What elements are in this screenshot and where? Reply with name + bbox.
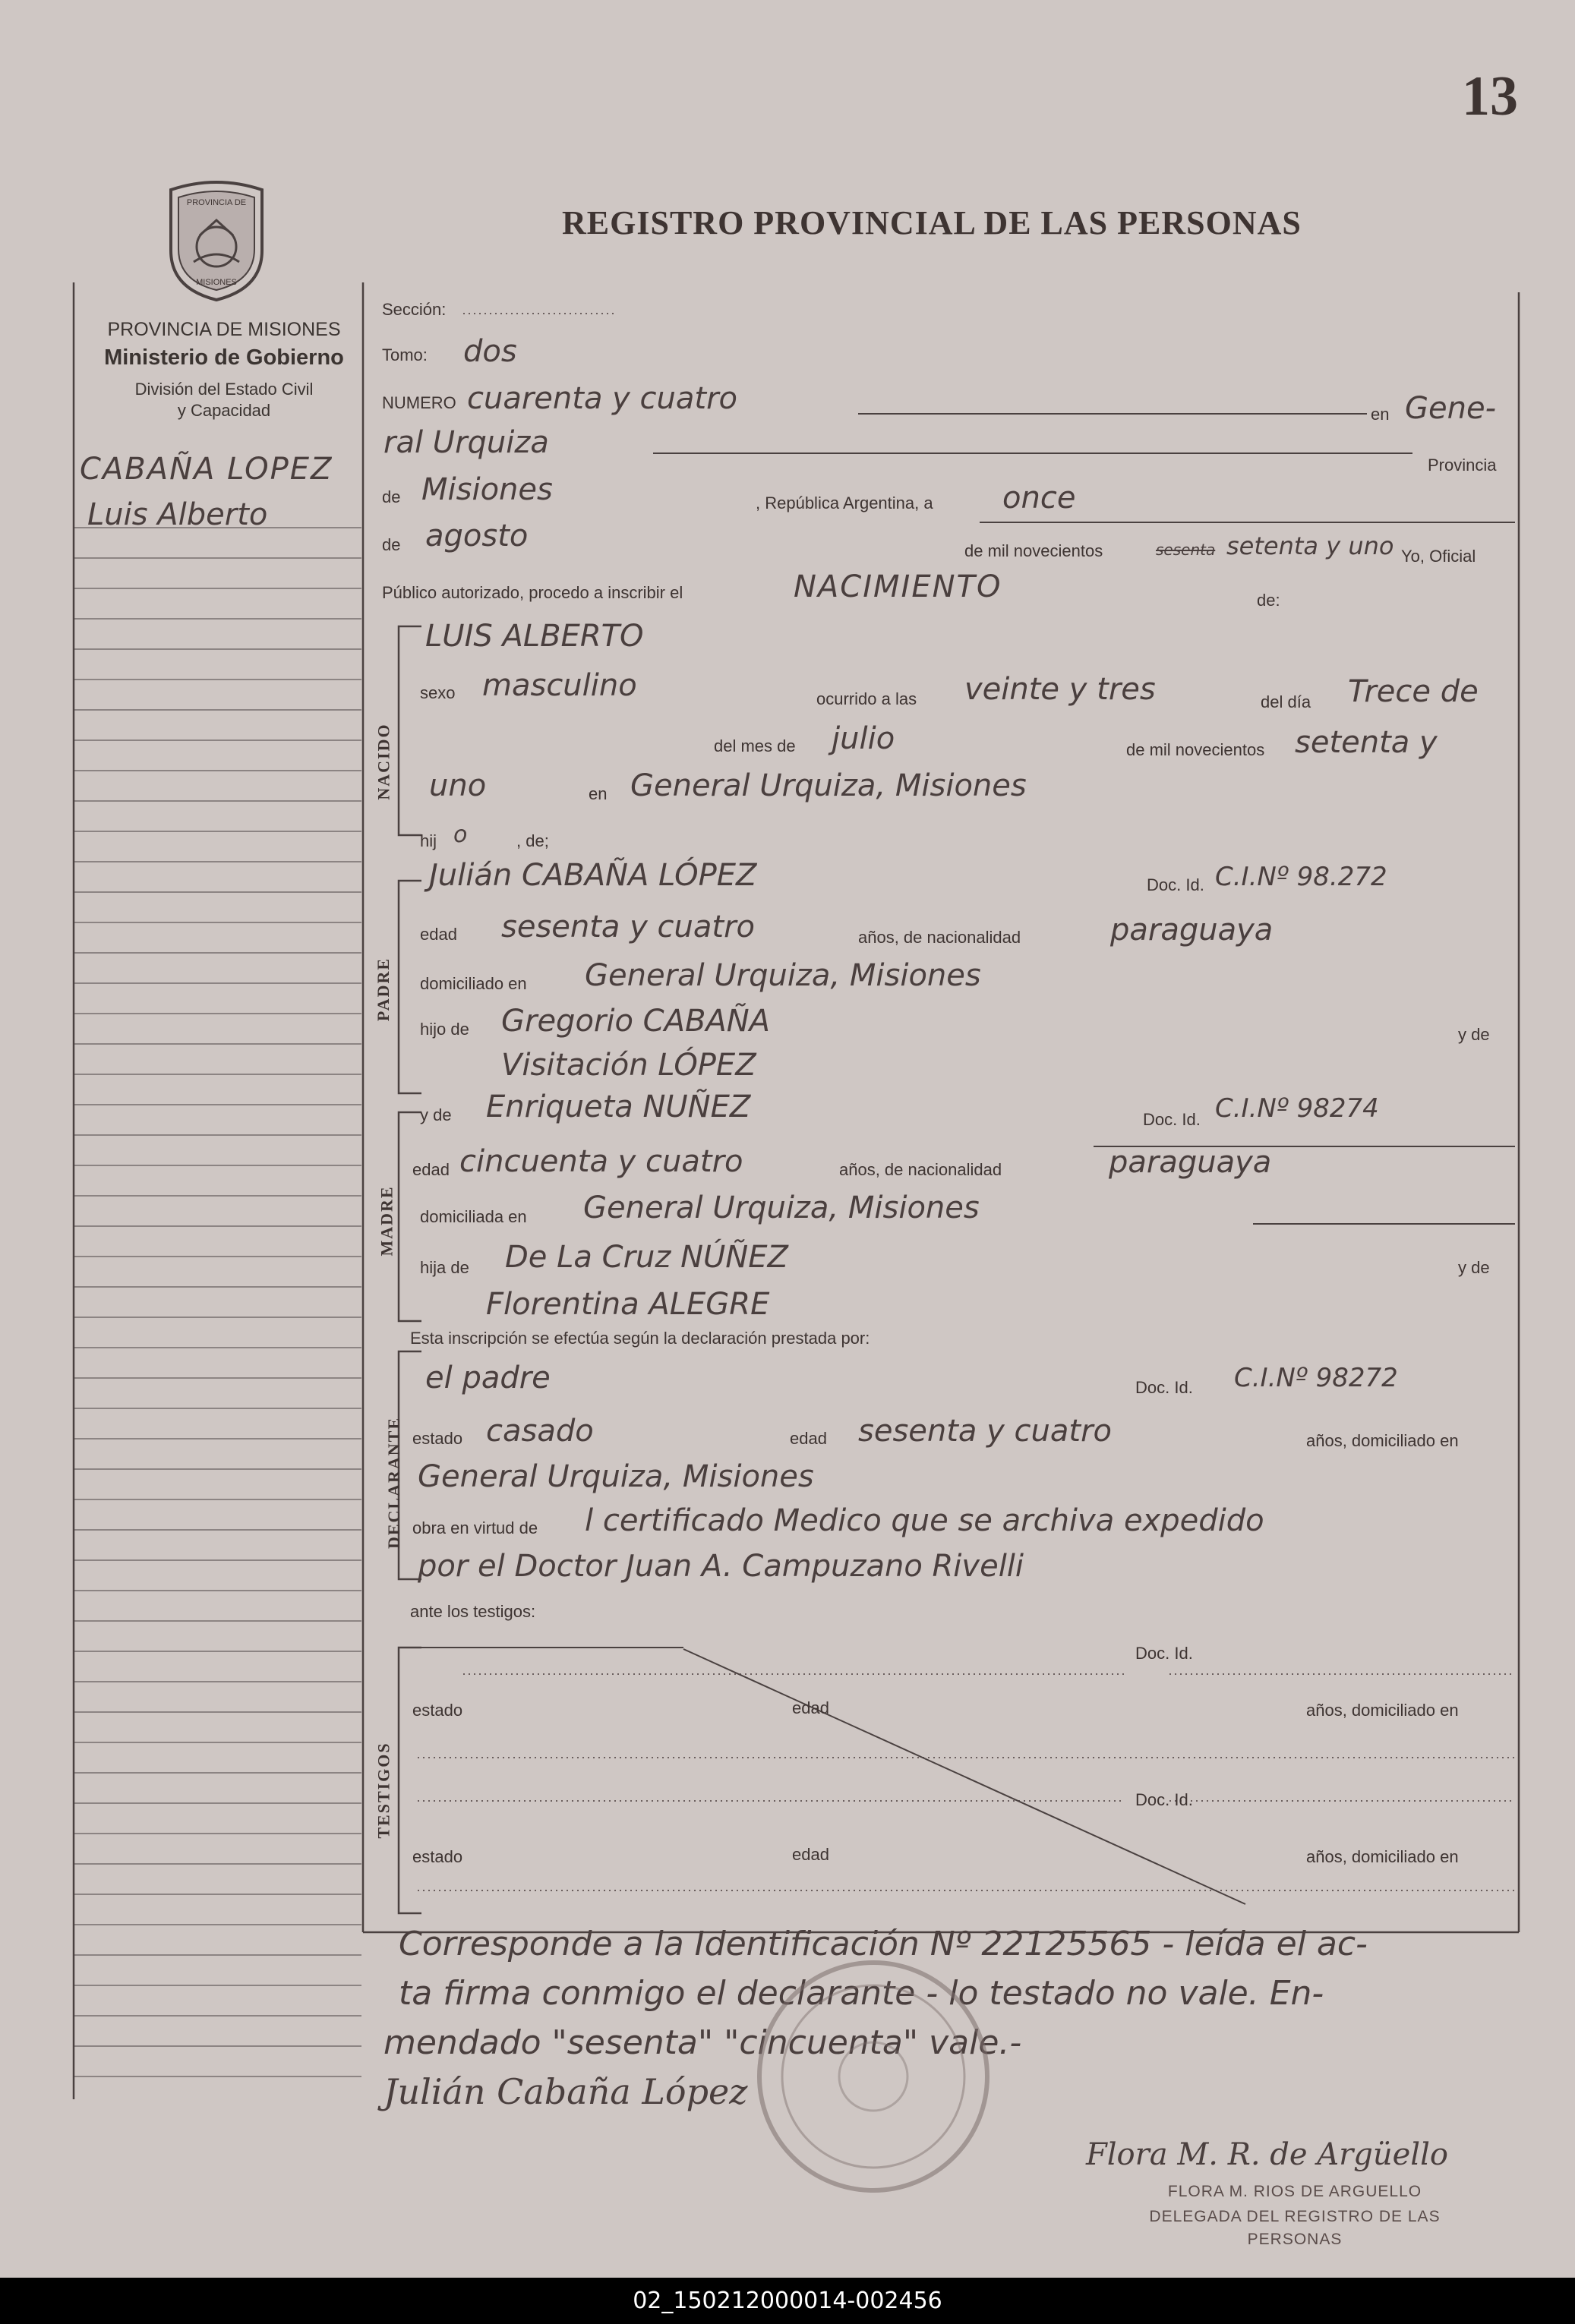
padre-nacionalidad: paraguaya [1110,913,1274,948]
declarante-nombre: el padre [425,1361,551,1395]
label-edad-padre: edad [420,925,457,944]
label-de-colon: de: [1257,591,1280,610]
margin-surname: CABAÑA LOPEZ [80,452,333,487]
madre-padre: De La Cruz NÚÑEZ [505,1240,788,1275]
label-de: de [382,487,401,506]
padre-madre: Visitación LÓPEZ [501,1048,756,1083]
official-title-2: PERSONAS [1247,2231,1343,2248]
declarante-signature: Julián Cabaña López [383,2071,748,2112]
label-doc-testigo-2: Doc. Id. [1135,1790,1193,1809]
label-de-mil: de mil novecientos [964,541,1103,560]
label-en-lc: en [589,784,608,803]
anio-value: setenta y uno [1226,531,1394,560]
label-yo-oficial: Yo, Oficial [1401,547,1476,566]
label-edad-madre: edad [412,1160,450,1179]
label-edad-testigo-1: edad [792,1698,829,1717]
localidad-part-1: Gene- [1405,391,1496,426]
padre-padre: Gregorio CABAÑA [501,1004,771,1039]
label-doc-madre: Doc. Id. [1143,1110,1201,1129]
official-stamp-icon [744,1947,1002,2206]
label-ocurrido: ocurrido a las [816,689,917,708]
note-line-1: Corresponde a la Identificación Nº 22125565 - leída el ac- [399,1925,1368,1963]
acto-value: NACIMIENTO [794,569,1002,604]
side-label-testigos: TESTIGOS [374,1742,393,1839]
label-anios-dom-testigo-2: años, domiciliado en [1306,1847,1459,1866]
madre-nombre: Enriqueta NUÑEZ [486,1089,751,1124]
label-estado-declarante: estado [412,1429,463,1448]
side-label-madre: MADRE [377,1185,396,1257]
division-name: División del Estado Civil [134,380,314,399]
padre-domicilio: General Urquiza, Misiones [585,958,981,993]
ministry-name: Ministerio de Gobierno [104,345,344,370]
madre-domicilio: General Urquiza, Misiones [583,1190,980,1225]
side-label-declarante: DECLARANTE [384,1416,404,1550]
numero-value: cuarenta y cuatro [467,381,738,416]
declarante-obra-1: l certificado Medico que se archiva expedido [585,1503,1264,1538]
label-y-de-madre: y de [420,1105,452,1124]
madre-edad: cincuenta y cuatro [459,1144,743,1179]
official-name: FLORA M. RIOS DE ARGUELLO [1167,2183,1422,2200]
madre-madre: Florentina ALEGRE [486,1287,770,1322]
label-de-semi: , de; [516,831,549,850]
declarante-doc: C.I.Nº 98272 [1234,1363,1398,1393]
provincial-seal-icon [156,175,277,304]
declarante-estado: casado [486,1414,594,1449]
label-seccion: Sección: [382,300,447,319]
nacido-anio-1: setenta y [1295,725,1438,760]
declarante-edad: sesenta y cuatro [858,1414,1113,1449]
image-caption: 02_150212000014-002456 [0,2278,1575,2324]
side-label-nacido: NACIDO [374,723,393,800]
label-anios-dom-testigo-1: años, domiciliado en [1306,1701,1459,1720]
label-provincia: Provincia [1428,456,1497,475]
nacido-anio-2: uno [429,768,487,803]
page-number: 13 [1462,65,1518,128]
label-hija-de: hija de [420,1258,469,1277]
label-publico: Público autorizado, procedo a inscribir el [382,583,683,602]
margin-given-name: Luis Alberto [87,497,268,532]
label-de-2: de [382,535,401,554]
label-republica: , República Argentina, a [756,493,933,512]
label-del-mes: del mes de [714,736,796,755]
nacido-mes: julio [832,721,895,756]
label-anios-dom-declarante: años, domiciliado en [1306,1431,1459,1450]
label-de-mil-nov: de mil novecientos [1126,740,1265,759]
padre-doc: C.I.Nº 98.272 [1215,862,1387,892]
dia-value: once [1002,481,1076,516]
label-doc-padre: Doc. Id. [1147,875,1204,894]
label-numero: NUMERO [382,393,456,412]
tomo-value: dos [463,334,517,369]
nacido-hora: veinte y tres [964,672,1156,707]
madre-doc: C.I.Nº 98274 [1215,1093,1379,1124]
madre-nacionalidad: paraguaya [1109,1145,1272,1180]
label-edad-declarante: edad [790,1429,827,1448]
declarante-domicilio: General Urquiza, Misiones [418,1459,814,1494]
label-estado-testigo-2: estado [412,1847,463,1866]
padre-nombre: Julián CABAÑA LÓPEZ [429,858,757,893]
official-title-1: DELEGADA DEL REGISTRO DE LAS [1149,2208,1441,2225]
label-anios-nac-madre: años, de nacionalidad [839,1160,1002,1179]
label-hijo-de: hijo de [420,1020,469,1039]
official-signature: Flora M. R. de Argüello [1086,2137,1448,2172]
division-name-2: y Capacidad [177,401,271,420]
nacido-hijo: o [453,821,468,848]
label-domiciliada: domiciliada en [420,1207,527,1226]
label-anios-nac-padre: años, de nacionalidad [858,928,1021,947]
label-en: en [1371,405,1390,424]
localidad-part-2: ral Urquiza [383,425,549,460]
label-hij: hij [420,831,437,850]
label-estado-testigo-1: estado [412,1701,463,1720]
label-tomo: Tomo: [382,345,428,364]
label-doc-declarante: Doc. Id. [1135,1378,1193,1397]
side-label-padre: PADRE [374,957,393,1022]
note-line-2: ta firma conmigo el declarante - lo testado no vale. En- [399,1974,1324,2013]
label-del-dia: del día [1261,692,1311,711]
label-edad-testigo-2: edad [792,1845,829,1864]
padre-edad: sesenta y cuatro [501,910,756,944]
label-sexo: sexo [420,683,456,702]
label-ante: ante los testigos: [410,1602,536,1621]
nacido-dia: Trece de [1348,674,1479,709]
label-obra: obra en virtud de [412,1518,538,1537]
nacido-sexo: masculino [482,668,637,703]
note-line-3: mendado "sesenta" "cincuenta" vale.- [383,2023,1022,2062]
province-name: PROVINCIA DE MISIONES [107,319,341,340]
label-domiciliado-padre: domiciliado en [420,974,527,993]
label-esta-inscripcion: Esta inscripción se efectúa según la declaración prestada por: [410,1329,870,1348]
label-doc-testigo-1: Doc. Id. [1135,1644,1193,1663]
nacido-lugar: General Urquiza, Misiones [630,768,1027,803]
label-y-de-3: y de [1458,1258,1490,1277]
provincia-value: Misiones [421,472,553,507]
seal-top-text: PROVINCIA DE [186,198,247,207]
anio-struck: sesenta [1156,541,1216,559]
declarante-obra-2: por el Doctor Juan A. Campuzano Rivelli [418,1549,1024,1584]
nacido-nombre: LUIS ALBERTO [425,619,644,654]
label-y-de: y de [1458,1025,1490,1044]
seal-bottom-text: MISIONES [196,278,237,287]
mes-value: agosto [425,519,529,553]
page-title: REGISTRO PROVINCIAL DE LAS PERSONAS [562,204,1302,241]
